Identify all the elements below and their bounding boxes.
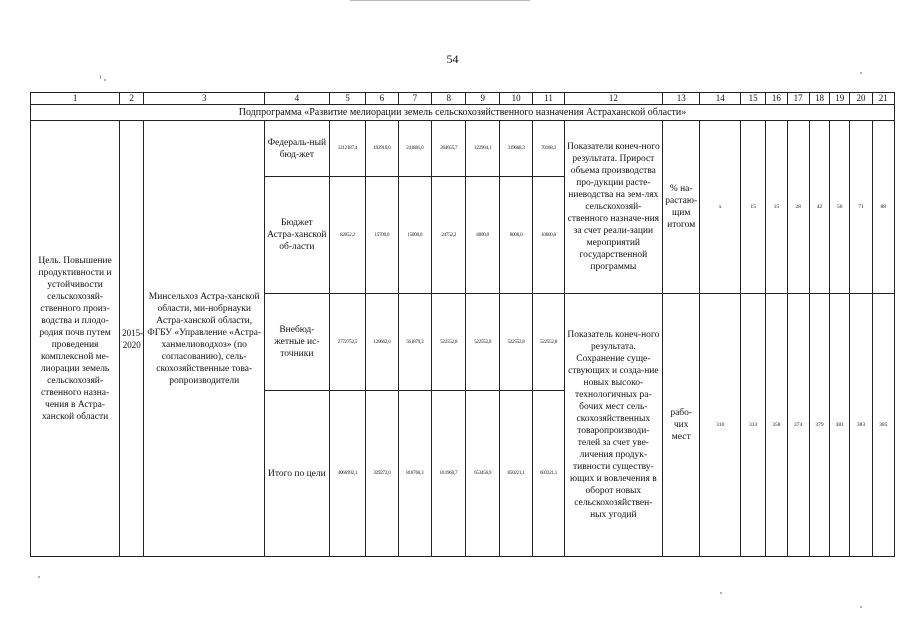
col-header: 4 <box>264 93 329 105</box>
subprogram-title: Подпрограмма «Развитие мелиорации земель сельскохозяйственного назначения Астраханской области» <box>31 105 895 121</box>
value-cell: 522552,8 <box>499 294 532 391</box>
indicator-value-cell: 358 <box>766 294 787 557</box>
indicator-value-cell: 28 <box>787 121 809 294</box>
top-line <box>350 0 530 1</box>
value-cell: 522552,8 <box>533 294 564 391</box>
col-header: 15 <box>740 93 765 105</box>
indicator-value-cell: 385 <box>872 294 894 557</box>
col-header: 14 <box>700 93 741 105</box>
value-cell: 15000,0 <box>398 177 431 294</box>
value-cell: 70168,3 <box>533 121 564 177</box>
indicator-unit-cell: % на-растаю-щим итогом <box>662 121 699 294</box>
indicator-value-cell: 381 <box>830 294 850 557</box>
indicator-text-cell: Показатель конеч-ного результата. Сохранение суще-ствующих и созда-ние новых высоко-технологичных ра-бочих мест сель-скохозяйственных товаропроизводи-телей за счет уве-личения продук-тивности существу-ющих и вовлечения в оборот новых сельскохозяйствен-ных угодий <box>564 294 662 557</box>
value-cell: 264655,7 <box>432 121 466 177</box>
indicator-value-cell: 15 <box>766 121 787 294</box>
value-cell: 4066992,1 <box>329 391 365 557</box>
value-cell: 811960,7 <box>432 391 466 557</box>
value-cell: 319668,3 <box>499 121 532 177</box>
indicator-value-cell: 88 <box>872 121 894 294</box>
col-header: 5 <box>329 93 365 105</box>
value-cell: 82052,2 <box>329 177 365 294</box>
indicator-value-cell: 42 <box>809 121 829 294</box>
scan-mark <box>100 75 101 79</box>
value-cell: 2772752,5 <box>329 294 365 391</box>
value-cell: 192910,0 <box>366 121 398 177</box>
col-header: 6 <box>366 93 398 105</box>
value-cell: 122904,1 <box>466 121 499 177</box>
indicator-value-cell: 313 <box>740 294 765 557</box>
subprogram-row <box>31 105 895 121</box>
scan-dot <box>860 606 862 608</box>
period-cell: 2015-2020 <box>120 121 144 557</box>
value-cell: 241881,0 <box>398 121 431 177</box>
col-header: 1 <box>31 93 120 105</box>
executors-cell: Минсельхоз Астра-ханской области, ми-нобрнауки Астра-ханской области, ФГБУ «Управление «Астра-ханмелиоводхоз» (по согласованию), сель-скохозяйственные това-ропроизводители <box>144 121 265 557</box>
value-cell: 603321,1 <box>533 391 564 557</box>
value-cell: 24752,2 <box>432 177 466 294</box>
goal-cell: Цель. Повышение продуктивности и устойчивости сельскохозяй-ственного произ-водства и плодо-родия почв путем проведения комплексной ме-лиорации земель сельскохозяй-ственного назна-чения в Астра-ханской области <box>31 121 120 557</box>
col-header: 9 <box>466 93 499 105</box>
scan-dot <box>104 79 106 81</box>
col-header: 2 <box>120 93 144 105</box>
indicator-value-cell: 71 <box>850 121 872 294</box>
indicator-value-cell: 383 <box>850 294 872 557</box>
page-number: 54 <box>446 52 459 66</box>
col-header: 17 <box>787 93 809 105</box>
column-numbers-row <box>31 93 895 105</box>
indicator-value-cell: 56 <box>830 121 850 294</box>
col-header: 13 <box>662 93 699 105</box>
indicator-value-cell: 379 <box>809 294 829 557</box>
indicator-unit-cell: рабо-чих мест <box>662 294 699 557</box>
source-cell: Итого по цели <box>264 391 329 557</box>
col-header: 21 <box>872 93 894 105</box>
col-header: 19 <box>830 93 850 105</box>
col-header: 18 <box>809 93 829 105</box>
indicator-value-cell: x <box>700 121 741 294</box>
indicator-value-cell: 310 <box>700 294 741 557</box>
scan-dot <box>860 72 862 74</box>
col-header: 16 <box>766 93 787 105</box>
source-cell: Бюджет Астра-ханской об-ласти <box>264 177 329 294</box>
value-cell: 1212187,4 <box>329 121 365 177</box>
indicator-value-cell: 15 <box>740 121 765 294</box>
indicator-text-cell: Показатели конеч-ного результата. Прирост объема производства про-дукции расте-ниеводства на зем-лях сельскохозяй-ственного назначе-ния за счет реали-зации мероприятий государственной программы <box>564 121 662 294</box>
scan-dot <box>38 576 40 578</box>
value-cell: 120662,0 <box>366 294 398 391</box>
col-header: 3 <box>144 93 265 105</box>
col-header: 12 <box>564 93 662 105</box>
value-cell: 522552,8 <box>466 294 499 391</box>
value-cell: 522552,8 <box>432 294 466 391</box>
program-table <box>30 92 895 557</box>
indicator-value-cell: 374 <box>787 294 809 557</box>
value-cell: 329272,0 <box>366 391 398 557</box>
value-cell: 8000,0 <box>466 177 499 294</box>
scan-dot <box>720 592 722 594</box>
table-row <box>31 121 895 177</box>
col-header: 20 <box>850 93 872 105</box>
value-cell: 15700,0 <box>366 177 398 294</box>
value-cell: 653456,9 <box>466 391 499 557</box>
value-cell: 850221,1 <box>499 391 532 557</box>
source-cell: Внебюд-жетные ис-точники <box>264 294 329 391</box>
value-cell: 561879,3 <box>398 294 431 391</box>
col-header: 8 <box>432 93 466 105</box>
col-header: 10 <box>499 93 532 105</box>
value-cell: 818760,3 <box>398 391 431 557</box>
source-cell: Федераль-ный бюд-жет <box>264 121 329 177</box>
value-cell: 8000,0 <box>499 177 532 294</box>
col-header: 7 <box>398 93 431 105</box>
value-cell: 10600,0 <box>533 177 564 294</box>
col-header: 11 <box>533 93 564 105</box>
